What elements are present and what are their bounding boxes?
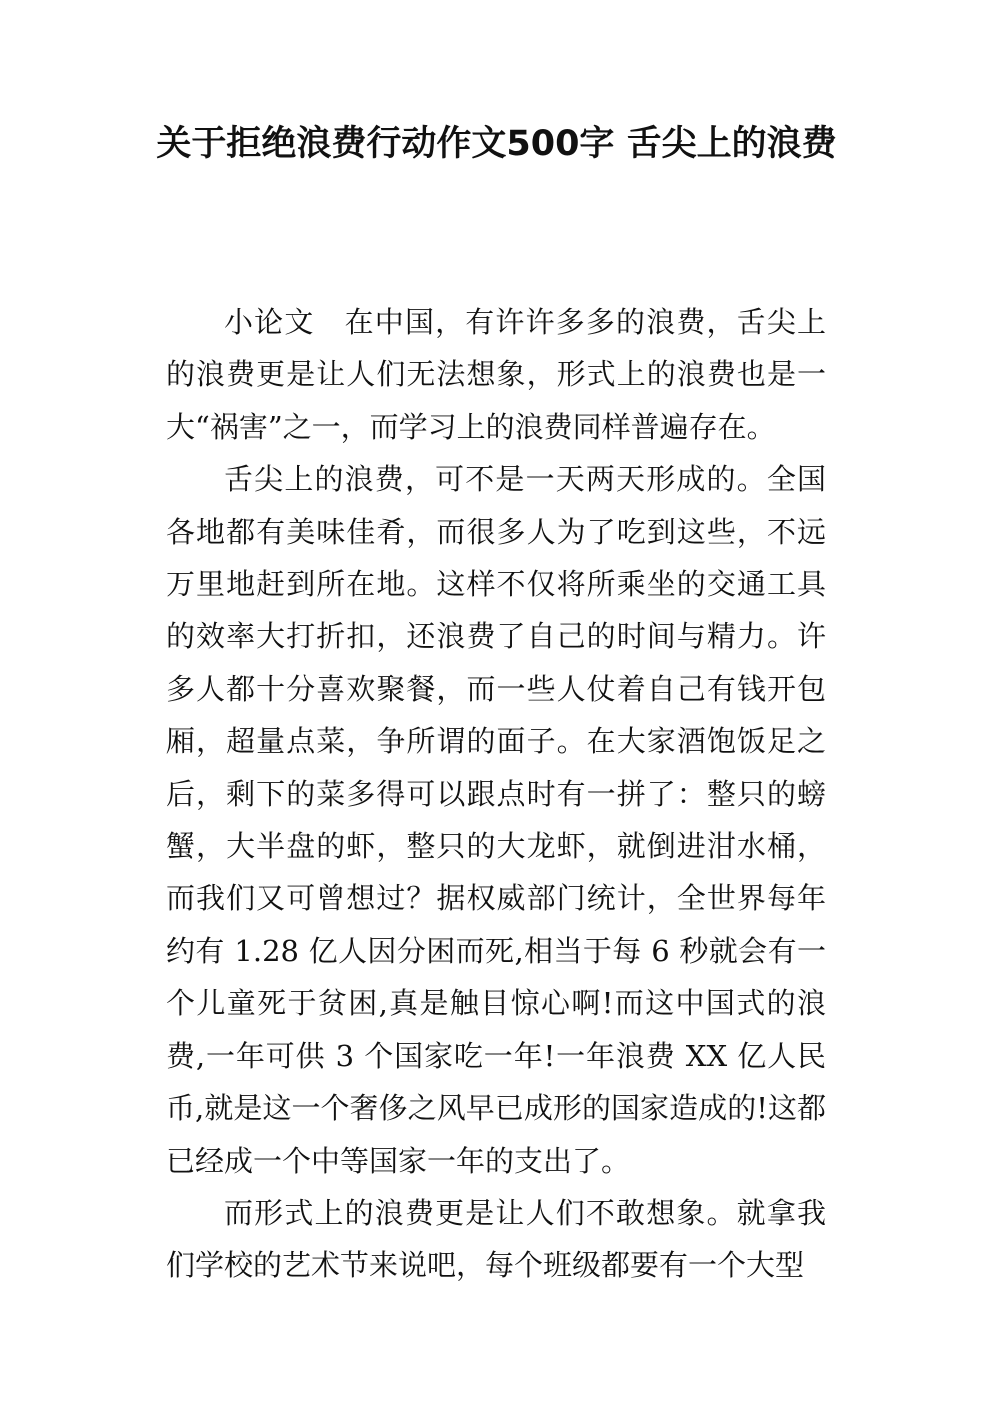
paragraph-1: 小论文 在中国，有许许多多的浪费，舌尖上的浪费更是让人们无法想象，形式上的浪费也是一大“祸害”之一，而学习上的浪费同样普遍存在。: [166, 305, 826, 444]
document-body: [166, 296, 826, 1292]
paragraph-2: 舌尖上的浪费，可不是一天两天形成的。全国各地都有美味佳肴，而很多人为了吃到这些，不远万里地赶到所在地。这样不仅将所乘坐的交通工具的效率大打折扣，还浪费了自己的时间与精力。许多人都十分喜欢聚餐，而一些人仗着自己有钱开包厢，超量点菜，争所谓的面子。在大家酒饱饭足之后，剩下的菜多得可以跟点时有一拼了：整只的螃蟹，大半盘的虾，整只的大龙虾，就倒进泔水桶，而我们又可曾想过？据权威部门统计，全世界每年约有 1.28 亿人因分困而死,相当于每 6 秒就会有一个儿童死于贫困,真是触目惊心啊!而这中国式的浪费,一年可供 3 个国家吃一年!一年浪费 XX 亿人民币,就是这一个奢侈之风早已成形的国家造成的!这都已经成一个中等国家一年的支出了。: [166, 462, 826, 1178]
document-title: 关于拒绝浪费行动作文500字 舌尖上的浪费: [156, 124, 837, 164]
paragraph-3: 而形式上的浪费更是让人们不敢想象。就拿我们学校的艺术节来说吧，每个班级都要有一个大型: [166, 1195, 826, 1283]
